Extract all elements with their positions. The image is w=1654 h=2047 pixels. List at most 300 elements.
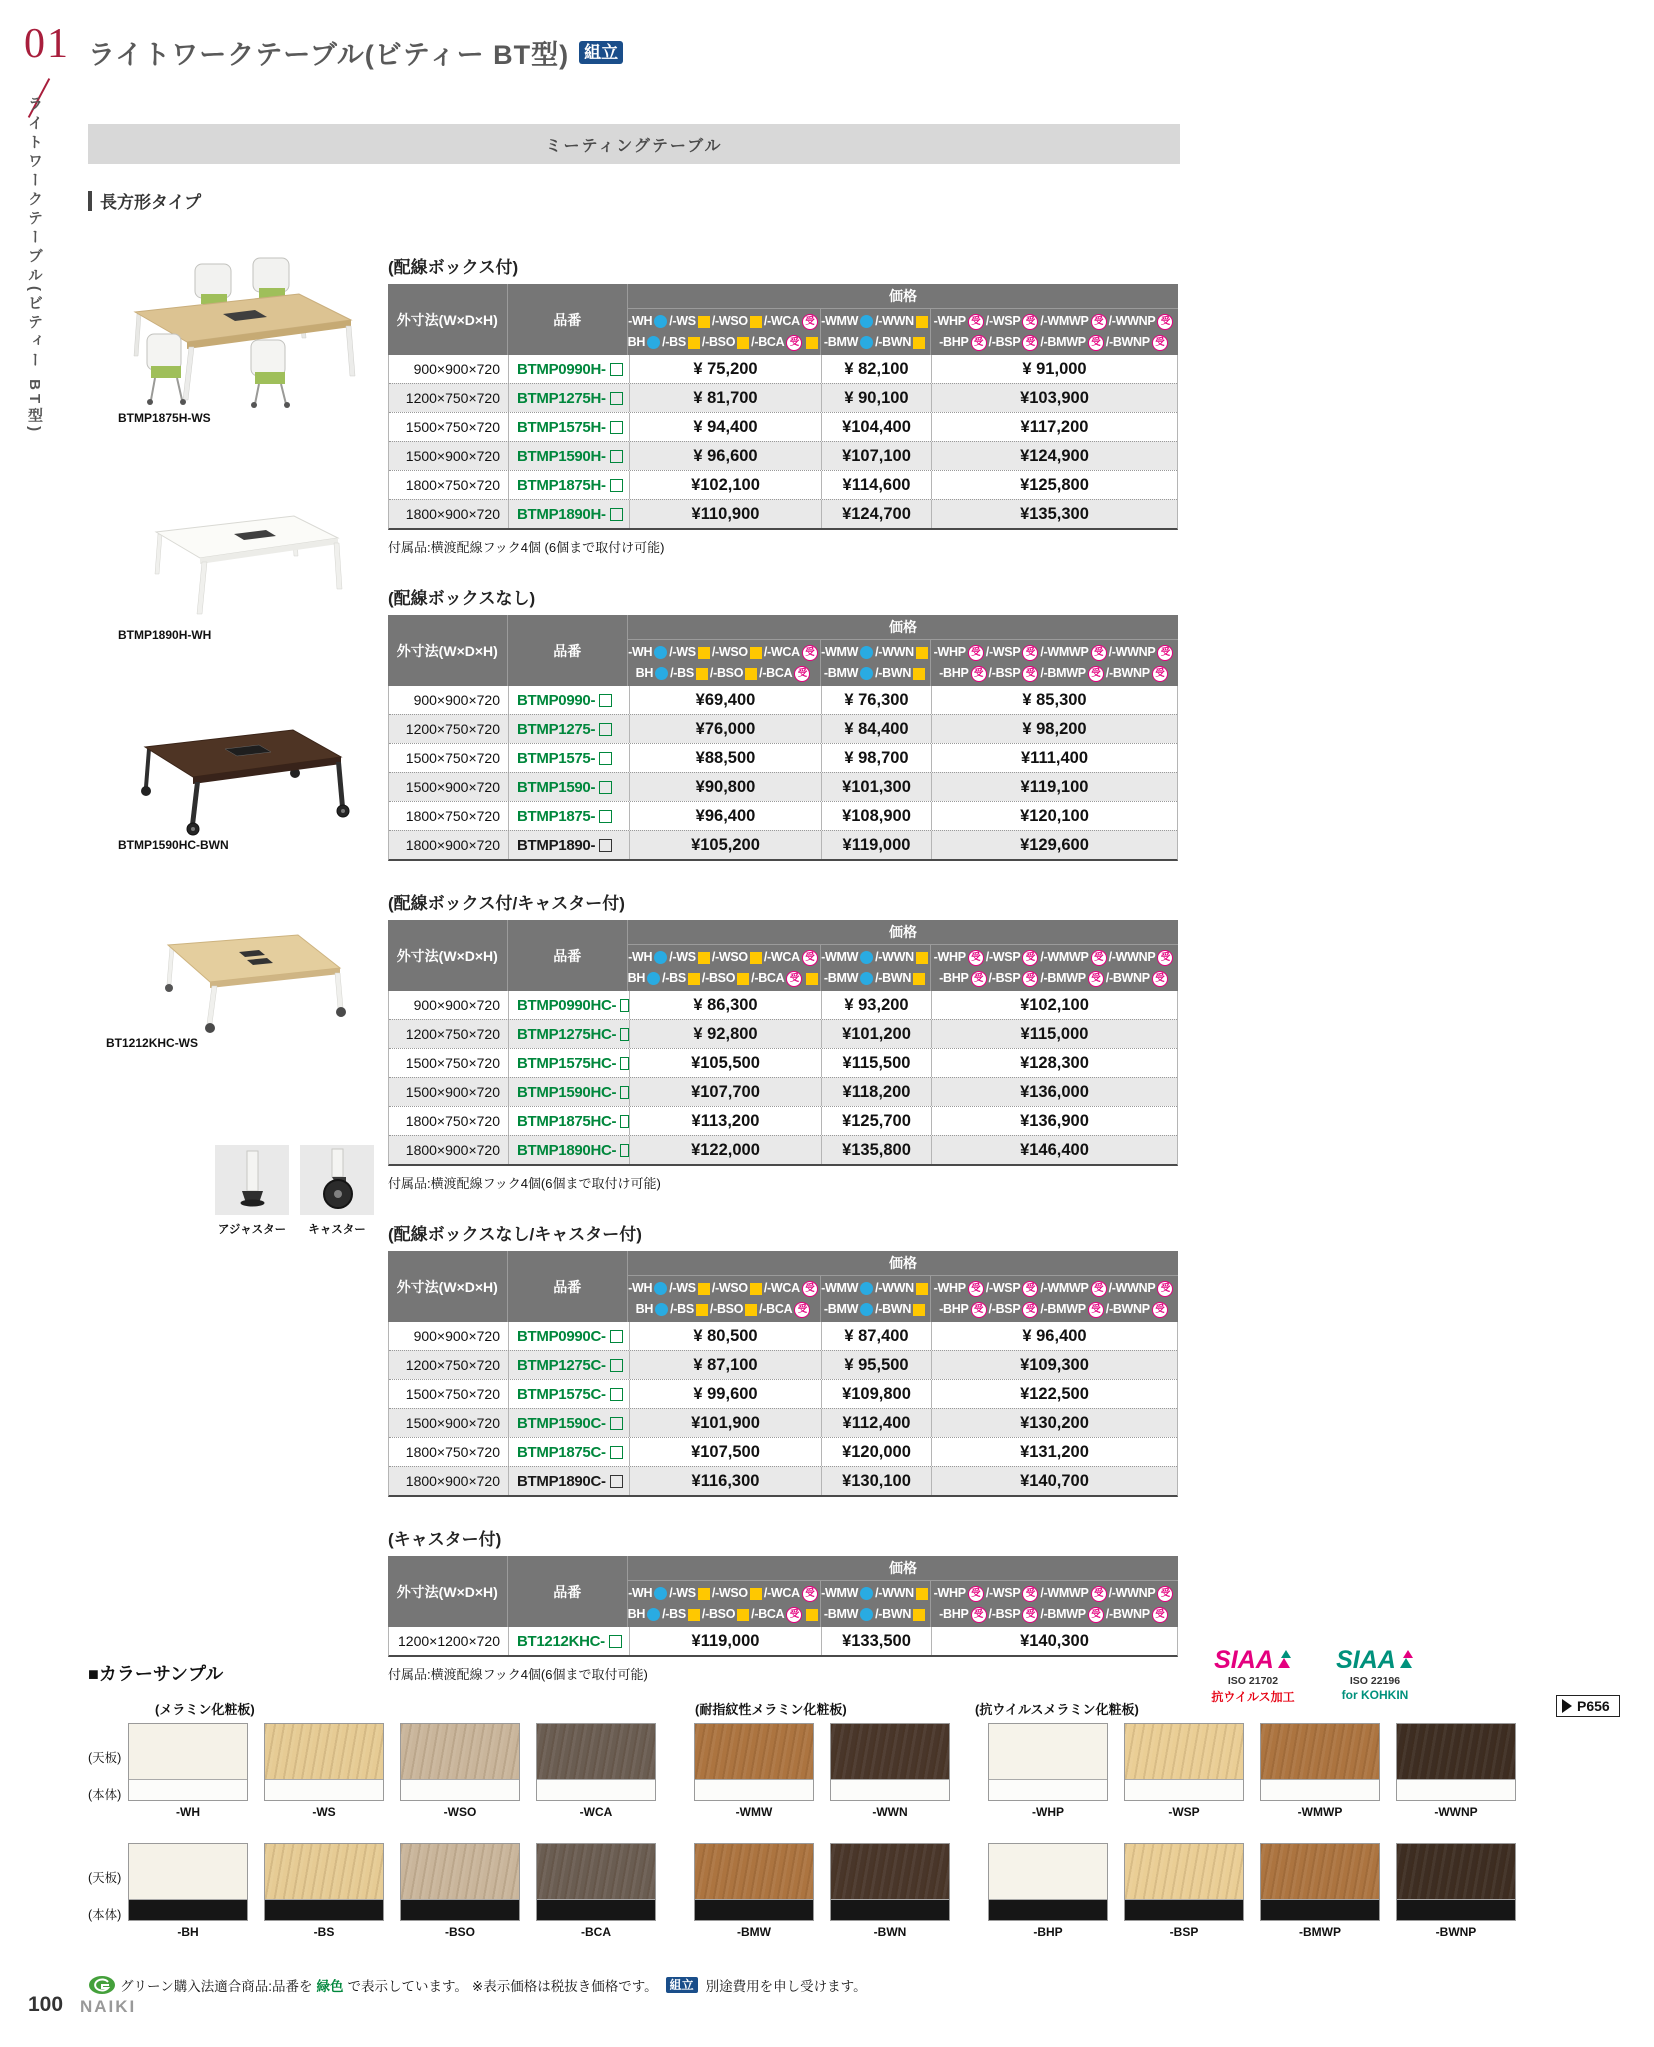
square-table-with-casters-illustration bbox=[123, 890, 355, 1036]
yellow-square-icon bbox=[737, 337, 749, 349]
color-code-text: /-BS bbox=[670, 666, 694, 680]
blue-circle-icon bbox=[860, 667, 873, 680]
swatch-code-label: -BS bbox=[313, 1925, 335, 1939]
swatch-body-color bbox=[129, 1779, 247, 1800]
color-code-text: /-BSP bbox=[988, 971, 1021, 985]
product-code: BTMP1890C- bbox=[517, 1472, 606, 1490]
yellow-square-icon bbox=[688, 337, 700, 349]
color-code-text: /-WWN bbox=[875, 1281, 914, 1295]
color-placeholder-box-icon bbox=[610, 1475, 623, 1488]
color-code-text: /-WSP bbox=[985, 314, 1021, 328]
price-cell: ¥107,100 bbox=[821, 442, 931, 470]
color-code-text: -WMW bbox=[821, 1281, 859, 1295]
blue-circle-icon bbox=[654, 646, 667, 659]
table-row bbox=[389, 1466, 1177, 1495]
price-cell: ¥ 99,600 bbox=[629, 1380, 821, 1408]
product-code-cell bbox=[508, 1467, 629, 1495]
caster-photo bbox=[300, 1145, 374, 1215]
product-code: BTMP0990- bbox=[517, 691, 596, 709]
product-code: BTMP1890- bbox=[517, 836, 596, 854]
yellow-square-icon bbox=[916, 1283, 928, 1295]
color-code-line bbox=[628, 1583, 820, 1604]
swatch-visual bbox=[264, 1843, 384, 1921]
product-code: BTMP0990HC- bbox=[517, 996, 617, 1014]
price-cell: ¥119,000 bbox=[821, 831, 931, 859]
price-cell: ¥105,500 bbox=[629, 1049, 821, 1077]
color-code-line bbox=[934, 642, 1176, 663]
yellow-square-icon bbox=[750, 647, 762, 659]
page-title: ライトワークテーブル(ビティー BT型) bbox=[88, 40, 570, 70]
swatch-body-color bbox=[695, 1779, 813, 1800]
yellow-square-icon bbox=[750, 316, 762, 328]
price-header-label: 価格 bbox=[628, 1556, 1178, 1581]
made-to-order-icon: 受 bbox=[786, 335, 802, 351]
iso-number: ISO 22196 bbox=[1349, 1675, 1401, 1687]
color-code-text: /-BMWP bbox=[1040, 971, 1086, 985]
swatch-row-white-body bbox=[128, 1723, 1532, 1819]
price-columns-block bbox=[627, 1556, 1178, 1627]
swatch-code-label: -BH bbox=[177, 1925, 199, 1939]
price-table-header bbox=[388, 615, 1178, 686]
price-table-section bbox=[388, 889, 1178, 1192]
made-to-order-icon: 受 bbox=[786, 971, 802, 987]
color-code-text: -BMW bbox=[823, 1607, 859, 1621]
made-to-order-icon: 受 bbox=[1022, 335, 1038, 351]
color-code-line bbox=[934, 311, 1176, 332]
made-to-order-icon: 受 bbox=[968, 314, 984, 330]
swatch-body-color bbox=[1397, 1779, 1515, 1800]
color-code-text: /-BWN bbox=[875, 335, 912, 349]
page-reference-text: P656 bbox=[1577, 1698, 1610, 1714]
color-code-line bbox=[628, 1278, 820, 1299]
table-row bbox=[389, 991, 1177, 1019]
color-code-line bbox=[939, 663, 1170, 684]
price-tax-note: ※表示価格は税抜き価格です。 bbox=[471, 1979, 658, 1994]
swatch-visual bbox=[1396, 1723, 1516, 1801]
dimension-cell: 1500×900×720 bbox=[405, 1084, 500, 1100]
section-label bbox=[88, 188, 201, 213]
dimension-cell: 1200×750×720 bbox=[405, 1026, 500, 1042]
price-cell: ¥128,300 bbox=[931, 1049, 1177, 1077]
price-cell: ¥76,000 bbox=[629, 715, 821, 743]
price-cell: ¥119,000 bbox=[629, 1627, 821, 1655]
page-index: 01 bbox=[24, 21, 70, 67]
swatch-tabletop-color bbox=[1261, 1724, 1379, 1779]
product-code: BTMP1890H- bbox=[517, 505, 606, 523]
color-swatch bbox=[694, 1723, 814, 1819]
price-cell: ¥ 98,200 bbox=[931, 715, 1177, 743]
product-code: BTMP1590HC- bbox=[517, 1083, 617, 1101]
price-cell: ¥133,500 bbox=[821, 1627, 931, 1655]
color-code-text: -WMW bbox=[821, 950, 859, 964]
dimension-cell: 1500×750×720 bbox=[405, 1055, 500, 1071]
price-table-title: (配線ボックス付/キャスター付) bbox=[388, 894, 625, 913]
dimension-cell: 900×900×720 bbox=[413, 1328, 500, 1344]
price-cell: ¥120,100 bbox=[931, 802, 1177, 830]
color-code-text: /-WSO bbox=[711, 1281, 748, 1295]
price-table-title: (キャスター付) bbox=[388, 1530, 502, 1549]
swatch-tabletop-color bbox=[401, 1724, 519, 1779]
white-table-illustration bbox=[126, 474, 363, 624]
page-number: 100 bbox=[28, 1993, 64, 2016]
swatch-body-color bbox=[989, 1899, 1107, 1920]
color-swatch bbox=[988, 1843, 1108, 1939]
dimension-cell: 900×900×720 bbox=[413, 361, 500, 377]
swatch-code-label: -WHP bbox=[1032, 1805, 1064, 1819]
swatch-code-label: -BWNP bbox=[1435, 1925, 1477, 1939]
price-cell: ¥117,200 bbox=[931, 413, 1177, 441]
swatch-visual bbox=[1260, 1843, 1380, 1921]
swatch-body-color bbox=[129, 1899, 247, 1920]
yellow-square-icon bbox=[698, 316, 710, 328]
color-placeholder-box-icon bbox=[620, 1086, 629, 1099]
price-table-title: (配線ボックス付) bbox=[388, 258, 519, 277]
yellow-square-icon bbox=[745, 1304, 757, 1316]
color-code-line bbox=[821, 311, 930, 332]
yellow-square-icon bbox=[916, 952, 928, 964]
body-side-label: (本体) bbox=[88, 1908, 122, 1922]
product-photo-btmp1875h-ws bbox=[103, 248, 370, 408]
swatch-body-color bbox=[1125, 1899, 1243, 1920]
color-code-line bbox=[939, 1299, 1170, 1320]
figure-caption: BTMP1890H-WH bbox=[118, 628, 212, 642]
table-row bbox=[389, 1408, 1177, 1437]
product-code-cell bbox=[508, 1322, 629, 1350]
swatch-code-label: -BSP bbox=[1169, 1925, 1199, 1939]
green-purchase-logo-icon bbox=[88, 1975, 116, 1995]
product-code-cell bbox=[508, 1020, 629, 1048]
swatch-code-label: -WCA bbox=[579, 1805, 613, 1819]
product-code-cell bbox=[508, 744, 629, 772]
dimension-cell: 1500×750×720 bbox=[405, 419, 500, 435]
color-code-text: /-BSO bbox=[709, 666, 744, 680]
made-to-order-icon: 受 bbox=[1157, 645, 1173, 661]
dimension-cell: 1800×750×720 bbox=[405, 1113, 500, 1129]
color-code-text: /-BWNP bbox=[1105, 971, 1150, 985]
price-table-body bbox=[388, 1627, 1178, 1657]
color-placeholder-box-icon bbox=[609, 1635, 622, 1648]
green-note-mid: で表示しています。 bbox=[347, 1979, 468, 1994]
color-code-text: -BMW bbox=[823, 971, 859, 985]
color-code-text: /-WWNP bbox=[1108, 645, 1156, 659]
swatch-visual bbox=[128, 1723, 248, 1801]
color-placeholder-box-icon bbox=[610, 1359, 623, 1372]
price-cell: ¥ 84,400 bbox=[821, 715, 931, 743]
made-to-order-icon: 受 bbox=[968, 950, 984, 966]
price-cell: ¥ 81,700 bbox=[629, 384, 821, 412]
color-code-text: /-BCA bbox=[759, 1302, 793, 1316]
made-to-order-icon: 受 bbox=[971, 666, 987, 682]
product-code: BTMP1275H- bbox=[517, 389, 606, 407]
swatch-code-label: -WH bbox=[176, 1805, 200, 1819]
meeting-table-with-chairs-illustration bbox=[103, 248, 370, 408]
blue-circle-icon bbox=[860, 1587, 873, 1600]
table-row bbox=[389, 1019, 1177, 1048]
swatch-body-color bbox=[1261, 1779, 1379, 1800]
blue-circle-icon bbox=[860, 951, 873, 964]
section-label-text: 長方形タイプ bbox=[100, 193, 202, 212]
price-cell: ¥140,700 bbox=[931, 1467, 1177, 1495]
price-cell: ¥101,200 bbox=[821, 1020, 931, 1048]
made-to-order-icon: 受 bbox=[802, 1586, 818, 1602]
price-table-title: (配線ボックスなし/キャスター付) bbox=[388, 1225, 642, 1244]
color-code-text: -BHP bbox=[939, 971, 969, 985]
product-code: BTMP1575C- bbox=[517, 1385, 606, 1403]
table-row bbox=[389, 714, 1177, 743]
code-column-header: 品番 bbox=[507, 615, 628, 686]
product-code-cell bbox=[508, 1438, 629, 1466]
swatch-row-black-body bbox=[128, 1843, 1532, 1939]
color-code-text: /-WMWP bbox=[1040, 645, 1089, 659]
product-code-cell bbox=[508, 384, 629, 412]
yellow-square-icon bbox=[913, 668, 925, 680]
color-code-text: /-WSO bbox=[711, 645, 748, 659]
color-code-text: /-WCA bbox=[763, 314, 800, 328]
color-code-text: -WHP bbox=[933, 1281, 966, 1295]
price-cell: ¥130,100 bbox=[821, 1467, 931, 1495]
product-code: BTMP1890HC- bbox=[517, 1141, 617, 1159]
blue-circle-icon bbox=[654, 1282, 667, 1295]
yellow-square-icon bbox=[698, 952, 710, 964]
product-code-cell bbox=[508, 831, 629, 859]
price-cell: ¥ 75,200 bbox=[629, 355, 821, 383]
made-to-order-icon: 受 bbox=[1152, 666, 1168, 682]
finish-group-label: (耐指紋性メラミン化粧板) bbox=[695, 1702, 847, 1717]
color-code-text: /-BS bbox=[662, 335, 686, 349]
swatch-tabletop-color bbox=[1261, 1844, 1379, 1899]
color-code-text: -WH bbox=[628, 645, 653, 659]
swatch-visual bbox=[694, 1843, 814, 1921]
hardware-caption: キャスター bbox=[308, 1224, 366, 1236]
color-code-line bbox=[628, 642, 820, 663]
color-code-text: /-WCA bbox=[763, 950, 800, 964]
color-code-text: /-BSP bbox=[988, 666, 1021, 680]
siaa-arrow-icon bbox=[1276, 1648, 1292, 1668]
blue-circle-icon bbox=[860, 315, 873, 328]
dimension-cell: 1800×900×720 bbox=[405, 1142, 500, 1158]
color-placeholder-box-icon bbox=[620, 1144, 629, 1157]
color-swatch bbox=[128, 1843, 248, 1939]
dimension-cell: 1800×900×720 bbox=[405, 837, 500, 853]
blue-circle-icon bbox=[860, 646, 873, 659]
price-cell: ¥88,500 bbox=[629, 744, 821, 772]
code-column-header: 品番 bbox=[507, 1556, 628, 1627]
color-code-groups bbox=[628, 945, 1178, 991]
color-code-text: -WMW bbox=[821, 645, 859, 659]
color-swatch bbox=[400, 1723, 520, 1819]
color-code-line bbox=[824, 968, 927, 989]
color-code-text: /-BSO bbox=[701, 971, 736, 985]
color-code-text: /-WMWP bbox=[1040, 1586, 1089, 1600]
swatch-visual bbox=[1396, 1843, 1516, 1921]
color-code-group bbox=[628, 1581, 820, 1627]
color-code-text: /-WCA bbox=[763, 1281, 800, 1295]
swatch-body-color bbox=[831, 1779, 949, 1800]
accessories-note: 付属品:横渡配線フック4個 (6個まで取付け可能) bbox=[388, 540, 665, 555]
swatch-code-label: -WMWP bbox=[1297, 1805, 1343, 1819]
price-cell: ¥ 91,000 bbox=[931, 355, 1177, 383]
price-cell: ¥ 76,300 bbox=[821, 686, 931, 714]
color-swatch bbox=[264, 1723, 384, 1819]
price-cell: ¥69,400 bbox=[629, 686, 821, 714]
figure-caption: BTMP1590HC-BWN bbox=[118, 838, 229, 852]
dimension-cell: 1800×900×720 bbox=[405, 506, 500, 522]
color-code-line bbox=[821, 642, 930, 663]
blue-circle-icon bbox=[860, 972, 873, 985]
swatch-visual bbox=[988, 1723, 1108, 1801]
color-code-groups bbox=[628, 640, 1178, 686]
table-row bbox=[389, 441, 1177, 470]
dimension-cell: 1500×900×720 bbox=[405, 1415, 500, 1431]
color-placeholder-box-icon bbox=[620, 999, 629, 1012]
color-placeholder-box-icon bbox=[620, 1028, 629, 1041]
product-code: BTMP1275- bbox=[517, 720, 596, 738]
price-cell: ¥ 96,400 bbox=[931, 1322, 1177, 1350]
color-placeholder-box-icon bbox=[599, 694, 612, 707]
product-code: BTMP1575- bbox=[517, 749, 596, 767]
color-code-text: -BHP bbox=[939, 1302, 969, 1316]
color-code-text: /-WCA bbox=[763, 1586, 800, 1600]
made-to-order-icon: 受 bbox=[802, 1281, 818, 1297]
color-code-text: /-WMWP bbox=[1040, 1281, 1089, 1295]
product-code: BTMP1875- bbox=[517, 807, 596, 825]
color-code-text: /-WSO bbox=[711, 314, 748, 328]
price-table-body bbox=[388, 991, 1178, 1166]
dimension-cell: 1800×750×720 bbox=[405, 808, 500, 824]
table-row bbox=[389, 743, 1177, 772]
product-code-cell bbox=[508, 802, 629, 830]
color-code-text: /-BSP bbox=[988, 1302, 1021, 1316]
price-columns-block bbox=[627, 615, 1178, 686]
yellow-square-icon bbox=[913, 1609, 925, 1621]
swatch-code-label: -WSO bbox=[443, 1805, 477, 1819]
price-cell: ¥ 90,100 bbox=[821, 384, 931, 412]
swatch-visual bbox=[264, 1723, 384, 1801]
color-placeholder-box-icon bbox=[599, 723, 612, 736]
color-code-line bbox=[939, 332, 1170, 353]
made-to-order-icon: 受 bbox=[794, 666, 810, 682]
caster-wheel-illustration bbox=[300, 1145, 374, 1215]
adjuster-foot-illustration bbox=[215, 1145, 289, 1215]
price-cell: ¥90,800 bbox=[629, 773, 821, 801]
product-code: BTMP1875C- bbox=[517, 1443, 606, 1461]
product-code-cell bbox=[508, 1049, 629, 1077]
color-code-line bbox=[824, 1604, 927, 1625]
color-code-text: -BHP bbox=[939, 335, 969, 349]
price-cell: ¥ 82,100 bbox=[821, 355, 931, 383]
price-cell: ¥146,400 bbox=[931, 1136, 1177, 1164]
color-placeholder-box-icon bbox=[610, 363, 623, 376]
price-cell: ¥101,900 bbox=[629, 1409, 821, 1437]
product-code: BTMP1590H- bbox=[517, 447, 606, 465]
color-code-text: /-BWNP bbox=[1105, 1607, 1150, 1621]
swatch-tabletop-color bbox=[831, 1724, 949, 1779]
price-cell: ¥116,300 bbox=[629, 1467, 821, 1495]
yellow-square-icon bbox=[750, 952, 762, 964]
color-code-text: /-BS bbox=[662, 971, 686, 985]
swatch-visual bbox=[536, 1723, 656, 1801]
color-placeholder-box-icon bbox=[610, 392, 623, 405]
made-to-order-icon: 受 bbox=[1088, 1302, 1104, 1318]
swatch-code-label: -WS bbox=[312, 1805, 336, 1819]
color-code-text: -BMW bbox=[823, 666, 859, 680]
price-table-body bbox=[388, 355, 1178, 530]
color-code-text: /-WWN bbox=[875, 950, 914, 964]
finish-group-label: (抗ウイルスメラミン化粧板) bbox=[975, 1702, 1139, 1717]
price-columns-block bbox=[627, 1251, 1178, 1322]
price-header-label: 価格 bbox=[628, 920, 1178, 945]
price-table-header bbox=[388, 1251, 1178, 1322]
price-header-label: 価格 bbox=[628, 284, 1178, 309]
color-code-group bbox=[628, 640, 820, 686]
table-row bbox=[389, 412, 1177, 441]
color-code-text: /-WWNP bbox=[1108, 1586, 1156, 1600]
yellow-square-icon bbox=[698, 1283, 710, 1295]
color-code-group bbox=[930, 640, 1178, 686]
accessories-note: 付属品:横渡配線フック4個(6個まで取付け可能) bbox=[388, 1176, 661, 1191]
color-code-groups bbox=[628, 1276, 1178, 1322]
table-row bbox=[389, 772, 1177, 801]
color-swatch bbox=[1124, 1843, 1244, 1939]
yellow-square-icon bbox=[806, 337, 818, 349]
color-code-line bbox=[934, 947, 1176, 968]
made-to-order-icon: 受 bbox=[786, 1607, 802, 1623]
color-placeholder-box-icon bbox=[599, 839, 612, 852]
swatch-visual bbox=[1124, 1723, 1244, 1801]
product-code-cell bbox=[508, 413, 629, 441]
color-code-text: /-BSO bbox=[709, 1302, 744, 1316]
made-to-order-icon: 受 bbox=[1157, 314, 1173, 330]
color-code-group bbox=[820, 1581, 930, 1627]
dimension-column-header: 外寸法(W×D×H) bbox=[396, 1583, 498, 1600]
swatch-visual bbox=[830, 1723, 950, 1801]
color-placeholder-box-icon bbox=[610, 421, 623, 434]
dimension-cell: 1500×750×720 bbox=[405, 750, 500, 766]
dimension-cell: 1800×750×720 bbox=[405, 477, 500, 493]
yellow-square-icon bbox=[750, 1588, 762, 1600]
color-code-text: -WMW bbox=[821, 314, 859, 328]
product-code-cell bbox=[508, 1380, 629, 1408]
color-code-group bbox=[628, 945, 820, 991]
color-placeholder-box-icon bbox=[610, 450, 623, 463]
blue-circle-icon bbox=[860, 1608, 873, 1621]
price-cell: ¥124,700 bbox=[821, 500, 931, 528]
swatch-code-label: -WWN bbox=[872, 1805, 908, 1819]
swatch-tabletop-color bbox=[1397, 1724, 1515, 1779]
color-code-line bbox=[628, 1604, 821, 1625]
yellow-square-icon bbox=[688, 973, 700, 985]
yellow-square-icon bbox=[806, 1609, 818, 1621]
color-code-line bbox=[934, 1583, 1176, 1604]
product-code: BTMP1590- bbox=[517, 778, 596, 796]
color-code-text: -WH bbox=[628, 1281, 653, 1295]
price-cell: ¥ 93,200 bbox=[821, 991, 931, 1019]
product-code: BTMP0990H- bbox=[517, 360, 606, 378]
iso-number: ISO 21702 bbox=[1227, 1675, 1279, 1687]
color-placeholder-box-icon bbox=[599, 810, 612, 823]
table-row bbox=[389, 830, 1177, 859]
adjuster-photo bbox=[215, 1145, 289, 1215]
made-to-order-icon: 受 bbox=[1022, 1586, 1038, 1602]
color-code-text: /-BSO bbox=[701, 335, 736, 349]
price-cell: ¥110,900 bbox=[629, 500, 821, 528]
color-placeholder-box-icon bbox=[620, 1057, 629, 1070]
price-cell: ¥107,500 bbox=[629, 1438, 821, 1466]
color-placeholder-box-icon bbox=[599, 781, 612, 794]
color-code-text: /-BMWP bbox=[1040, 335, 1086, 349]
swatch-tabletop-color bbox=[265, 1724, 383, 1779]
made-to-order-icon: 受 bbox=[1088, 666, 1104, 682]
